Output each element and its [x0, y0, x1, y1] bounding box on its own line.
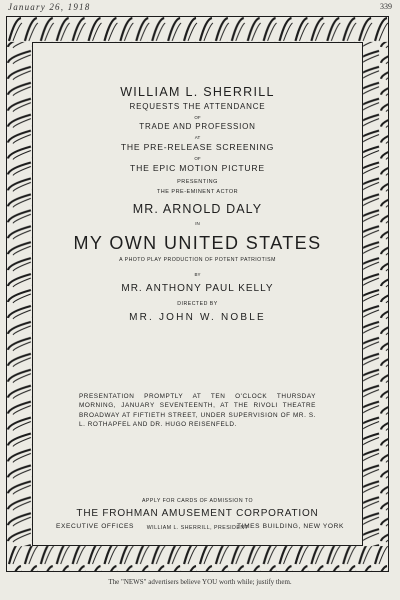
offices-label: EXECUTIVE OFFICES: [56, 523, 134, 530]
company-name: THE FROHMAN AMUSEMENT CORPORATION: [76, 508, 319, 519]
screening-line: THE PRE-RELEASE SCREENING: [120, 142, 275, 152]
footer-note: The "NEWS" advertisers believe YOU worth while; justify them.: [108, 578, 292, 586]
author-name: MR. ANTHONY PAUL KELLY: [121, 283, 274, 294]
actor-name: MR. ARNOLD DALY: [132, 202, 263, 216]
connector-in: IN: [195, 221, 200, 226]
presentation-notice: PRESENTATION PROMPTLY AT TEN O'CLOCK THURSDAY MORNING, JANUARY SEVENTEENTH, AT THE RIVOLI THEATRE BROADWAY AT FIFTIETH STREET, UNDER SUPERVISION OF MR. S. L. ROTHAPFEL AND DR. HUGO REISENFELD.: [79, 393, 316, 428]
requests-line: REQUESTS THE ATTENDANCE: [129, 102, 266, 111]
presenting-line: PRESENTING: [177, 179, 218, 185]
invitation-panel: [32, 42, 363, 546]
film-title: MY OWN UNITED STATES: [73, 233, 322, 253]
host-name: WILLIAM L. SHERRILL: [120, 85, 275, 99]
connector-of: OF: [194, 115, 201, 120]
epic-line: THE EPIC MOTION PICTURE: [130, 163, 265, 173]
decorative-frame: [6, 16, 389, 572]
admission-apply-line: APPLY FOR CARDS OF ADMISSION TO: [141, 498, 254, 504]
film-subtitle: A PHOTO PLAY PRODUCTION OF POTENT PATRIOTISM: [119, 257, 276, 263]
connector-of-2: OF: [194, 156, 201, 161]
director-name: MR. JOHN W. NOBLE: [129, 312, 266, 323]
directed-by-line: DIRECTED BY: [177, 301, 218, 307]
actor-intro-line: THE PRE-EMINENT ACTOR: [156, 189, 239, 195]
connector-by: BY: [194, 272, 201, 277]
page-number: 339: [380, 2, 392, 11]
offices-location: TIMES BUILDING, NEW YORK: [237, 523, 344, 530]
connector-at: AT: [194, 135, 201, 140]
company-president: WILLIAM L. SHERRILL, PRESIDENT: [146, 525, 249, 531]
trade-line: TRADE AND PROFESSION: [139, 122, 256, 131]
issue-date: January 26, 1918: [8, 2, 91, 12]
